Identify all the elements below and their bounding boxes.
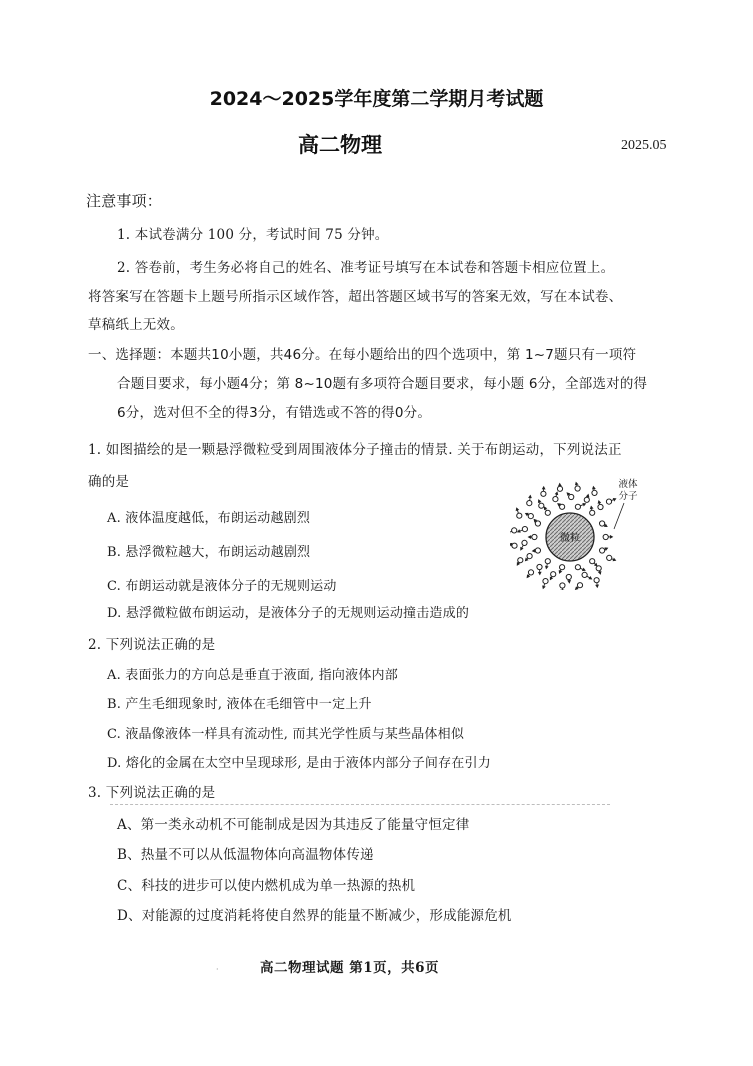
question-3-option-c: C、科技的进步可以使内燃机成为单一热源的热机 (117, 878, 416, 894)
liquid-molecule (545, 510, 550, 515)
liquid-molecule (517, 513, 522, 518)
question-1-stem-line-2: 确的是 (88, 474, 130, 490)
scan-divider-line (110, 804, 610, 805)
liquid-molecule (584, 497, 589, 502)
section-1-instructions-line-3: 6分，选对但不全的得3分，有错选或不答的得0分。 (117, 405, 432, 421)
molecule-arrowhead (583, 504, 585, 506)
liquid-molecule (560, 583, 565, 588)
liquid-molecule (522, 540, 527, 545)
liquid-molecule (596, 566, 601, 571)
liquid-molecule (527, 554, 532, 559)
liquid-molecule (537, 564, 542, 569)
question-3-option-b: B、热量不可以从低温物体向高温物体传递 (117, 847, 374, 863)
subject-title: 高二物理 (298, 133, 382, 157)
molecule-arrowhead (613, 559, 615, 561)
liquid-molecule (575, 486, 580, 491)
molecule-arrowhead (591, 507, 593, 509)
notice-heading: 注意事项： (86, 192, 163, 210)
liquid-molecule (607, 555, 612, 560)
question-1-option-a: A. 液体温度越低，布朗运动越剧烈 (107, 511, 311, 526)
molecule-label-line-2: 分子 (618, 491, 638, 502)
liquid-molecule (528, 514, 533, 519)
question-2-option-c: C. 液晶像液体一样具有流动性, 而其光学性质与某些晶体相似 (107, 727, 465, 742)
section-1-instructions-line-2: 合题目要求，每小题4分；第 8~10题有多项符合题目要求，每小题 6分，全部选对的得 (117, 376, 648, 392)
molecule-arrowhead (521, 548, 523, 550)
question-2-option-a: A. 表面张力的方向总是垂直于液面, 指向液体内部 (107, 668, 398, 683)
molecule-arrowhead (559, 484, 561, 486)
liquid-molecule (600, 548, 605, 553)
scan-speck: · (216, 965, 219, 974)
molecule-arrowhead (539, 572, 541, 574)
liquid-molecule (594, 578, 599, 583)
molecule-arrowhead (533, 550, 535, 552)
liquid-molecule (590, 510, 595, 515)
molecule-label-line-1: 液体 (618, 479, 638, 490)
liquid-molecule (551, 572, 556, 577)
molecule-arrowhead (605, 548, 607, 550)
liquid-molecule (575, 504, 580, 509)
liquid-molecule (575, 565, 580, 570)
question-1-option-d: D. 悬浮微粒做布朗运动，是液体分子的无规则运动撞击造成的 (107, 606, 470, 621)
liquid-molecule (606, 499, 611, 504)
molecule-arrowhead (546, 566, 548, 568)
molecule-arrowhead (510, 544, 512, 546)
molecule-arrowhead (583, 569, 585, 571)
brownian-motion-figure (510, 475, 650, 590)
molecule-arrowhead (596, 585, 598, 587)
liquid-molecule (535, 548, 540, 553)
molecule-arrowhead (556, 492, 558, 494)
liquid-molecule (557, 486, 562, 491)
liquid-molecule (543, 579, 548, 584)
molecule-arrowhead (587, 495, 589, 497)
liquid-molecule (532, 534, 537, 539)
liquid-molecule (600, 521, 605, 526)
liquid-molecule (527, 501, 532, 506)
notice-item-2-line-1: 2. 答卷前，考生务必将自己的姓名、准考证号填写在本试卷和答题卡相应位置上。 (117, 260, 615, 276)
question-3-option-a: A、第一类永动机不可能制成是因为其违反了能量守恒定律 (117, 817, 470, 833)
section-1-instructions-line-1: 一、选择题：本题共10小题，共46分。在每小题给出的四个选项中，第 1~7题只有一项符 (88, 347, 637, 363)
question-1-option-c: C. 布朗运动就是液体分子的无规则运动 (107, 579, 337, 594)
notice-item-2-line-3: 草稿纸上无效。 (88, 317, 184, 333)
exam-title: 2024～2025学年度第二学期月考试题 (209, 88, 544, 110)
molecule-arrowhead (599, 572, 601, 574)
molecule-arrowhead (614, 499, 616, 501)
molecule-arrowhead (529, 536, 531, 538)
liquid-molecule (522, 527, 527, 532)
liquid-molecule (577, 583, 582, 588)
question-3-option-d: D、对能源的过度消耗将使自然界的能量不断减少，形成能源危机 (117, 908, 512, 924)
molecule-motion-arrow (510, 531, 512, 533)
label-leader-line (614, 503, 624, 529)
molecule-arrowhead (543, 586, 545, 588)
liquid-molecule (528, 570, 533, 575)
liquid-molecule (592, 490, 597, 495)
liquid-molecule (535, 521, 540, 526)
notice-item-1: 1. 本试卷满分 100 分，考试时间 75 分钟。 (117, 227, 389, 243)
page-footer: 高二物理试题 第1页，共6页 (260, 960, 439, 976)
question-1-option-b: B. 悬浮微粒越大，布朗运动越剧烈 (107, 545, 311, 560)
molecule-arrowhead (598, 501, 600, 503)
liquid-molecule (603, 534, 608, 539)
liquid-molecule (545, 559, 550, 564)
notice-item-2-line-2: 将答案写在答题卡上题号所指示区域作答，超出答题区域书写的答案无效，写在本试卷、 (88, 289, 623, 305)
molecule-arrowhead (518, 530, 520, 532)
liquid-molecule (541, 491, 546, 496)
liquid-molecule (553, 497, 558, 502)
molecule-arrowhead (576, 483, 578, 485)
molecule-arrowhead (516, 508, 518, 510)
molecule-arrowhead (610, 536, 612, 538)
question-1-stem-line-1: 1. 如图描绘的是一颗悬浮微粒受到周围液体分子撞击的情景. 关于布朗运动，下列说法正 (88, 442, 622, 458)
liquid-molecule (560, 565, 565, 570)
liquid-molecule (582, 572, 587, 577)
liquid-molecule (512, 528, 517, 533)
particle-label: 微粒 (560, 533, 580, 544)
molecule-arrowhead (593, 487, 595, 489)
molecule-arrowhead (526, 513, 528, 515)
liquid-molecule (566, 574, 571, 579)
exam-date: 2025.05 (621, 138, 667, 153)
molecule-arrowhead (543, 487, 545, 489)
liquid-molecule (539, 503, 544, 508)
liquid-molecule (590, 559, 595, 564)
question-2-option-d: D. 熔化的金属在太空中呈现球形, 是由于液体内部分子间存在引力 (107, 756, 491, 771)
question-2-stem: 2. 下列说法正确的是 (88, 637, 216, 653)
molecule-arrowhead (529, 496, 531, 498)
molecule-arrowhead (539, 500, 541, 502)
liquid-molecule (560, 504, 565, 509)
liquid-molecule (518, 558, 523, 563)
molecule-arrowhead (568, 581, 570, 583)
molecule-arrowhead (559, 571, 561, 573)
liquid-molecule (512, 543, 517, 548)
molecule-arrowhead (550, 577, 552, 579)
question-3-stem: 3. 下列说法正确的是 (88, 785, 216, 801)
liquid-molecule (598, 504, 603, 509)
question-2-option-b: B. 产生毛细现象时, 液体在毛细管中一定上升 (107, 697, 372, 712)
